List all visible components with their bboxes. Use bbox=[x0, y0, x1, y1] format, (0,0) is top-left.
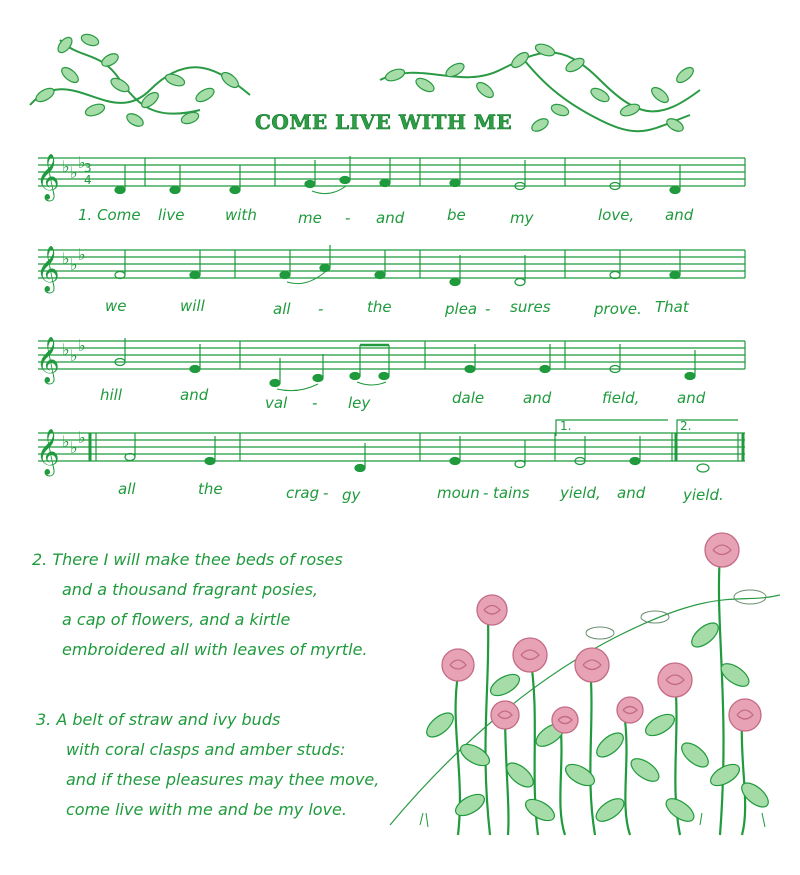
lyric-syllable: tains bbox=[493, 484, 530, 502]
lyric-syllable: and bbox=[617, 484, 646, 502]
lyric-syllable: dale bbox=[452, 389, 485, 407]
verse-number: 2. bbox=[32, 550, 48, 569]
svg-text:♭: ♭ bbox=[62, 249, 70, 268]
lyric-syllable: That bbox=[655, 298, 689, 316]
lyric-syllable: yield. bbox=[683, 486, 724, 504]
svg-text:♭: ♭ bbox=[62, 340, 70, 359]
svg-text:♭: ♭ bbox=[70, 163, 78, 182]
lyric-hyphen: - bbox=[345, 209, 351, 227]
svg-text:♭: ♭ bbox=[70, 346, 78, 365]
rose-bloom bbox=[442, 649, 474, 681]
svg-text:♭: ♭ bbox=[78, 245, 86, 264]
lyric-syllable: love, bbox=[598, 206, 635, 224]
lyric-syllable: with bbox=[225, 206, 257, 224]
rose-bloom bbox=[552, 707, 578, 733]
lyric-syllable: val bbox=[265, 394, 288, 412]
rose-bloom bbox=[729, 699, 761, 731]
lyric-syllable: sures bbox=[510, 298, 551, 316]
lyric-syllable: and bbox=[180, 386, 209, 404]
svg-text:♭: ♭ bbox=[62, 157, 70, 176]
lyric-syllable: and bbox=[665, 206, 694, 224]
verse-line: and a thousand fragrant posies, bbox=[62, 580, 318, 599]
svg-text:♭: ♭ bbox=[78, 336, 86, 355]
lyric-hyphen: - bbox=[323, 484, 329, 502]
verse-line: a cap of flowers, and a kirtle bbox=[62, 610, 291, 629]
svg-text:2.: 2. bbox=[680, 419, 692, 433]
lyric-syllable: the bbox=[198, 480, 223, 498]
lyric-syllable: live bbox=[158, 206, 185, 224]
lyric-syllable: we bbox=[105, 297, 127, 315]
lyric-syllable: and bbox=[523, 389, 552, 407]
sheep-on-hill-illustration bbox=[586, 590, 766, 639]
lyric-hyphen: - bbox=[485, 300, 491, 318]
lyric-hyphen: - bbox=[318, 300, 324, 318]
treble-clef-icon: 𝄞 bbox=[36, 337, 60, 383]
rose-bloom bbox=[575, 648, 609, 682]
lyric-syllable: all bbox=[118, 480, 136, 498]
lyric-syllable: moun bbox=[437, 484, 480, 502]
lyric-syllable: crag bbox=[286, 484, 320, 502]
verse-line: embroidered all with leaves of myrtle. bbox=[62, 640, 368, 659]
lyric-syllable: be bbox=[447, 206, 466, 224]
svg-text:♭: ♭ bbox=[70, 255, 78, 274]
svg-text:3: 3 bbox=[84, 161, 92, 175]
svg-text:♭: ♭ bbox=[78, 153, 86, 172]
lyric-syllable: all bbox=[273, 300, 291, 318]
rose-bloom bbox=[617, 697, 643, 723]
lyric-syllable: the bbox=[367, 298, 392, 316]
rose-bloom bbox=[705, 533, 739, 567]
verse-line: come live with me and be my love. bbox=[66, 800, 347, 819]
svg-text:1.: 1. bbox=[560, 419, 572, 433]
verse-line: and if these pleasures may thee move, bbox=[66, 770, 380, 789]
lyric-hyphen: - bbox=[483, 484, 489, 502]
staff-system-2 bbox=[38, 250, 745, 278]
verse-line: 2. There I will make thee beds of roses bbox=[32, 550, 343, 569]
staff-system-4 bbox=[38, 420, 745, 461]
lyric-syllable: yield, bbox=[560, 484, 601, 502]
lyric-syllable: plea bbox=[445, 300, 478, 318]
verse-line: 3. A belt of straw and ivy buds bbox=[36, 710, 281, 729]
lyric-syllable: ley bbox=[348, 394, 371, 412]
lyric-syllable: my bbox=[510, 209, 534, 227]
lyric-syllable: prove. bbox=[594, 300, 642, 318]
staff-system-3 bbox=[38, 341, 745, 369]
lyric-syllable: field, bbox=[602, 389, 640, 407]
lyric-syllable: and bbox=[376, 209, 405, 227]
rose-bloom bbox=[658, 663, 692, 697]
verse-number: 3. bbox=[36, 710, 52, 729]
lyric-syllable: 1. Come bbox=[78, 206, 141, 224]
lyric-syllable: will bbox=[180, 297, 205, 315]
rose-garden-illustration bbox=[380, 525, 780, 845]
lyric-syllable: me bbox=[298, 209, 322, 227]
song-title: COME LIVE WITH ME bbox=[255, 110, 513, 134]
rose-bloom bbox=[491, 701, 519, 729]
svg-text:♭: ♭ bbox=[78, 428, 86, 447]
verse-3 bbox=[36, 705, 379, 825]
lyric-hyphen: - bbox=[312, 394, 318, 412]
svg-text:♭: ♭ bbox=[70, 438, 78, 457]
treble-clef-icon: 𝄞 bbox=[36, 246, 60, 292]
verse-line: with coral clasps and amber studs: bbox=[66, 740, 346, 759]
staff-system-1 bbox=[38, 158, 745, 186]
rose-bloom bbox=[477, 595, 507, 625]
lyric-syllable: hill bbox=[100, 386, 123, 404]
treble-clef-icon: 𝄞 bbox=[36, 429, 60, 475]
rose-bloom bbox=[513, 638, 547, 672]
lyric-syllable: gy bbox=[342, 486, 361, 504]
treble-clef-icon: 𝄞 bbox=[36, 154, 60, 200]
verse-2 bbox=[32, 545, 368, 665]
svg-text:♭: ♭ bbox=[62, 432, 70, 451]
lyric-syllable: and bbox=[677, 389, 706, 407]
svg-text:4: 4 bbox=[84, 173, 92, 187]
